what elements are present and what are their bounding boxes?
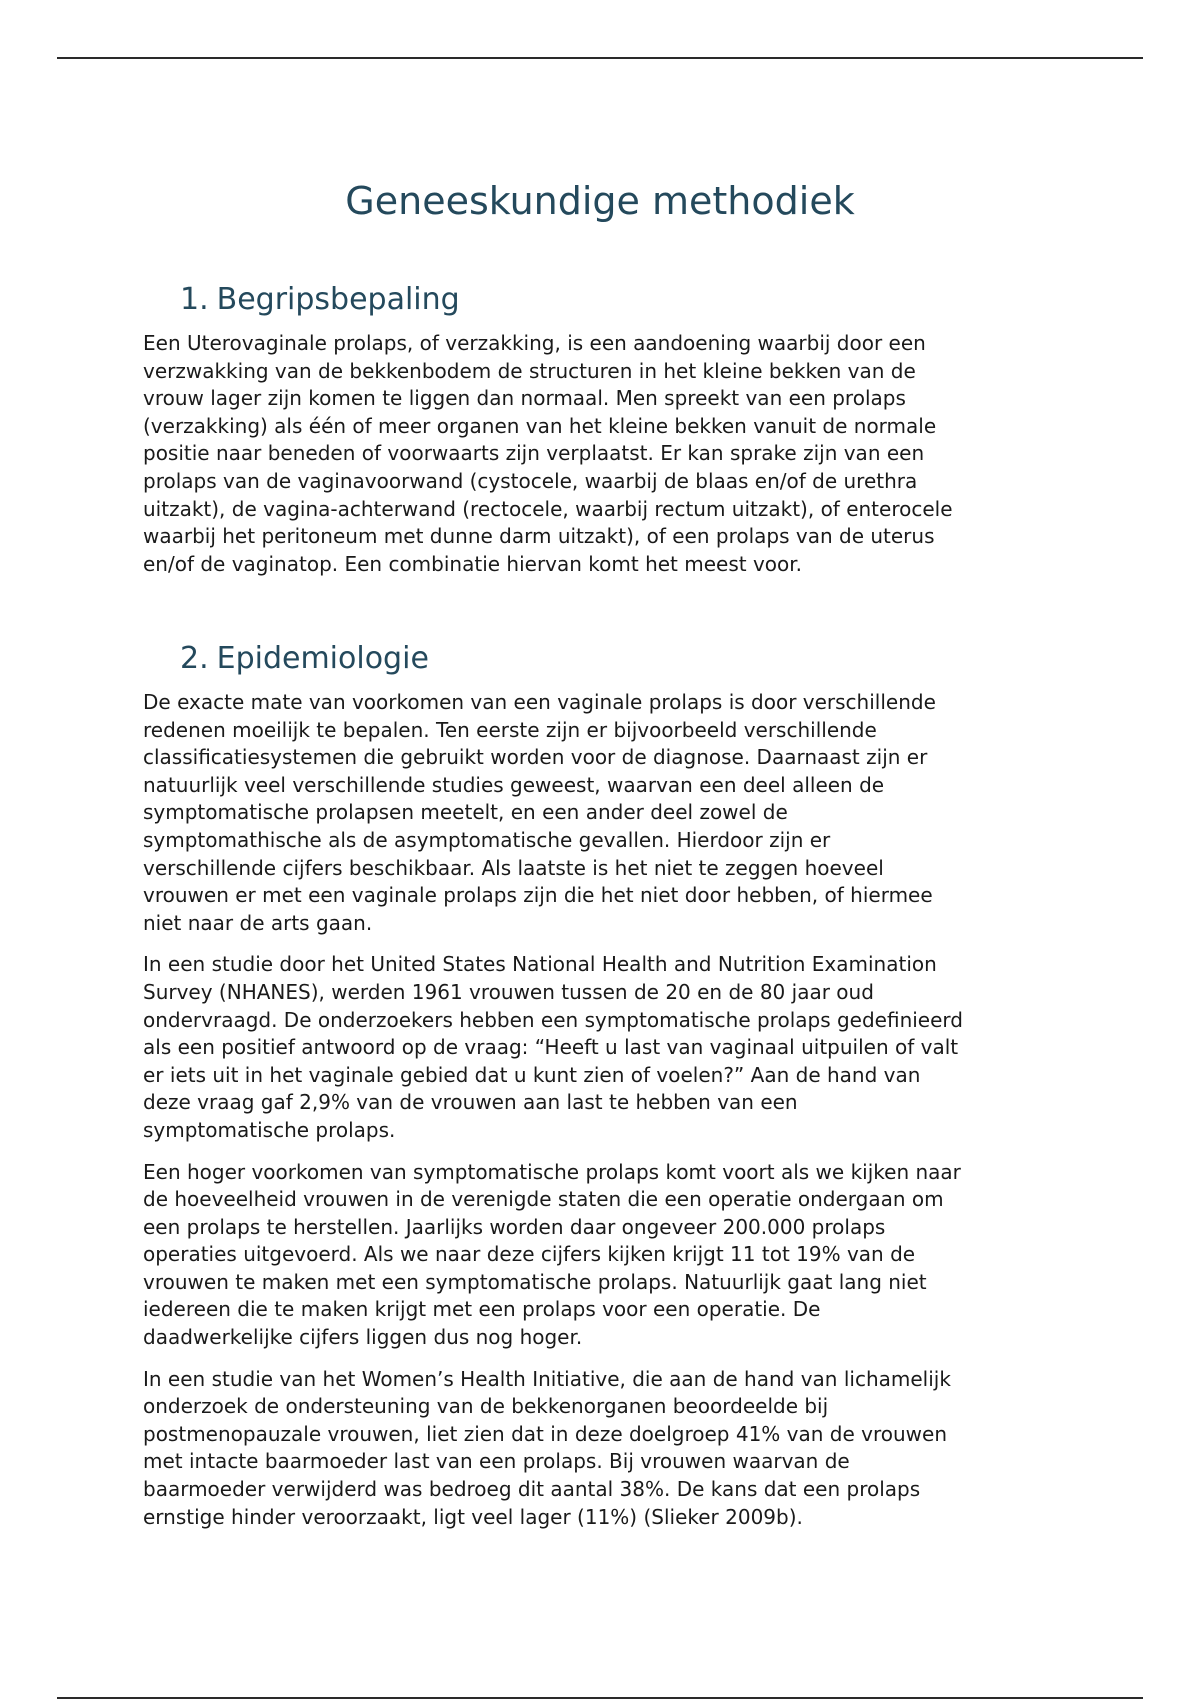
paragraph: Een hoger voorkomen van symptomatische prolaps komt voort als we kijken naar de hoeveelheid vrouwen in de verenigde staten die een operatie ondergaan om een prolaps te herstellen. Jaarlijks worden daar ongeveer 200.000 prolaps operaties uitgevoerd. Als we naar deze cijfers kijken krijgt 11 tot 19% van de vrouwen te maken met een symptomatische prolaps. Natuurlijk gaat lang niet iedereen die te maken krijgt met een prolaps voor een operatie. De daadwerkelijke cijfers liggen dus nog hoger. [143,1159,961,1350]
footer-rule [57,1697,1143,1699]
section-heading-text: Epidemiologie [216,641,429,676]
section-heading-text: Begripsbepaling [216,282,460,317]
paragraph: In een studie door het United States National Health and Nutrition Examination Survey (NHANES), werden 1961 vrouwen tussen de 20 en de 80 jaar oud ondervraagd. De onderzoekers hebben een symptomatische prolaps gedefinieerd als een positief antwoord op de vraag: “Heeft u last van vaginaal uitpuilen of valt er iets uit in het vaginale gebied dat u kunt zien of voelen?” Aan de hand van deze vraag gaf 2,9% van de vrouwen aan last te hebben van een symptomatische prolaps. [143,952,963,1142]
paragraph: De exacte mate van voorkomen van een vaginale prolaps is door verschillende redenen moeilijk te bepalen. Ten eerste zijn er bijvoorbeeld verschillende classificatiesystemen die gebruikt worden voor de diagnose. Daarnaast zijn er natuurlijk veel verschillende studies geweest, waarvan een deel alleen de symptomatische prolapsen meetelt, en een ander deel zowel de symptomathische als de asymptomatische gevallen. Hierdoor zijn er verschillende cijfers beschikbaar. Als laatste is het niet te zeggen hoeveel vrouwen er met een vaginale prolaps zijn die het niet door hebben, of hiermee niet naar de arts gaan. [143,690,936,935]
section-begripsbepaling [143,280,1063,592]
paragraph: Een Uterovaginale prolaps, of verzakking, is een aandoening waarbij door een verzwakking van de bekkenbodem de structuren in het kleine bekken van de vrouw lager zijn komen te liggen dan normaal. Men spreekt van een prolaps (verzakking) als één of meer organen van het kleine bekken vanuit de normale positie naar beneden of voorwaarts zijn verplaatst. Er kan sprake zijn van een prolaps van de vaginavoorwand (cystocele, waarbij de blaas en/of de urethra uitzakt), de vagina-achterwand (rectocele, waarbij rectum uitzakt), of enterocele waarbij het peritoneum met dunne darm uitzakt), of een prolaps van de uterus en/of de vaginatop. Een combinatie hiervan komt het meest voor. [143,331,953,576]
paragraph: In een studie van het Women’s Health Initiative, die aan de hand van lichamelijk onderzoek de ondersteuning van de bekkenorganen beoordeelde bij postmenopauzale vrouwen, liet zien dat in deze doelgroep 41% van de vrouwen met intacte baarmoeder last van een prolaps. Bij vrouwen waarvan de baarmoeder verwijderd was bedroeg dit aantal 38%. De kans dat een prolaps ernstige hinder veroorzaakt, ligt veel lager (11%) (Slieker 2009b). [143,1366,951,1529]
page-title: Geneeskundige methodiek [345,179,855,223]
section-heading [180,639,1063,679]
section-epidemiologie [143,639,1063,1545]
section-number: 1. [180,282,209,317]
header-rule [57,57,1143,59]
section-heading [180,280,1063,320]
section-number: 2. [180,641,209,676]
